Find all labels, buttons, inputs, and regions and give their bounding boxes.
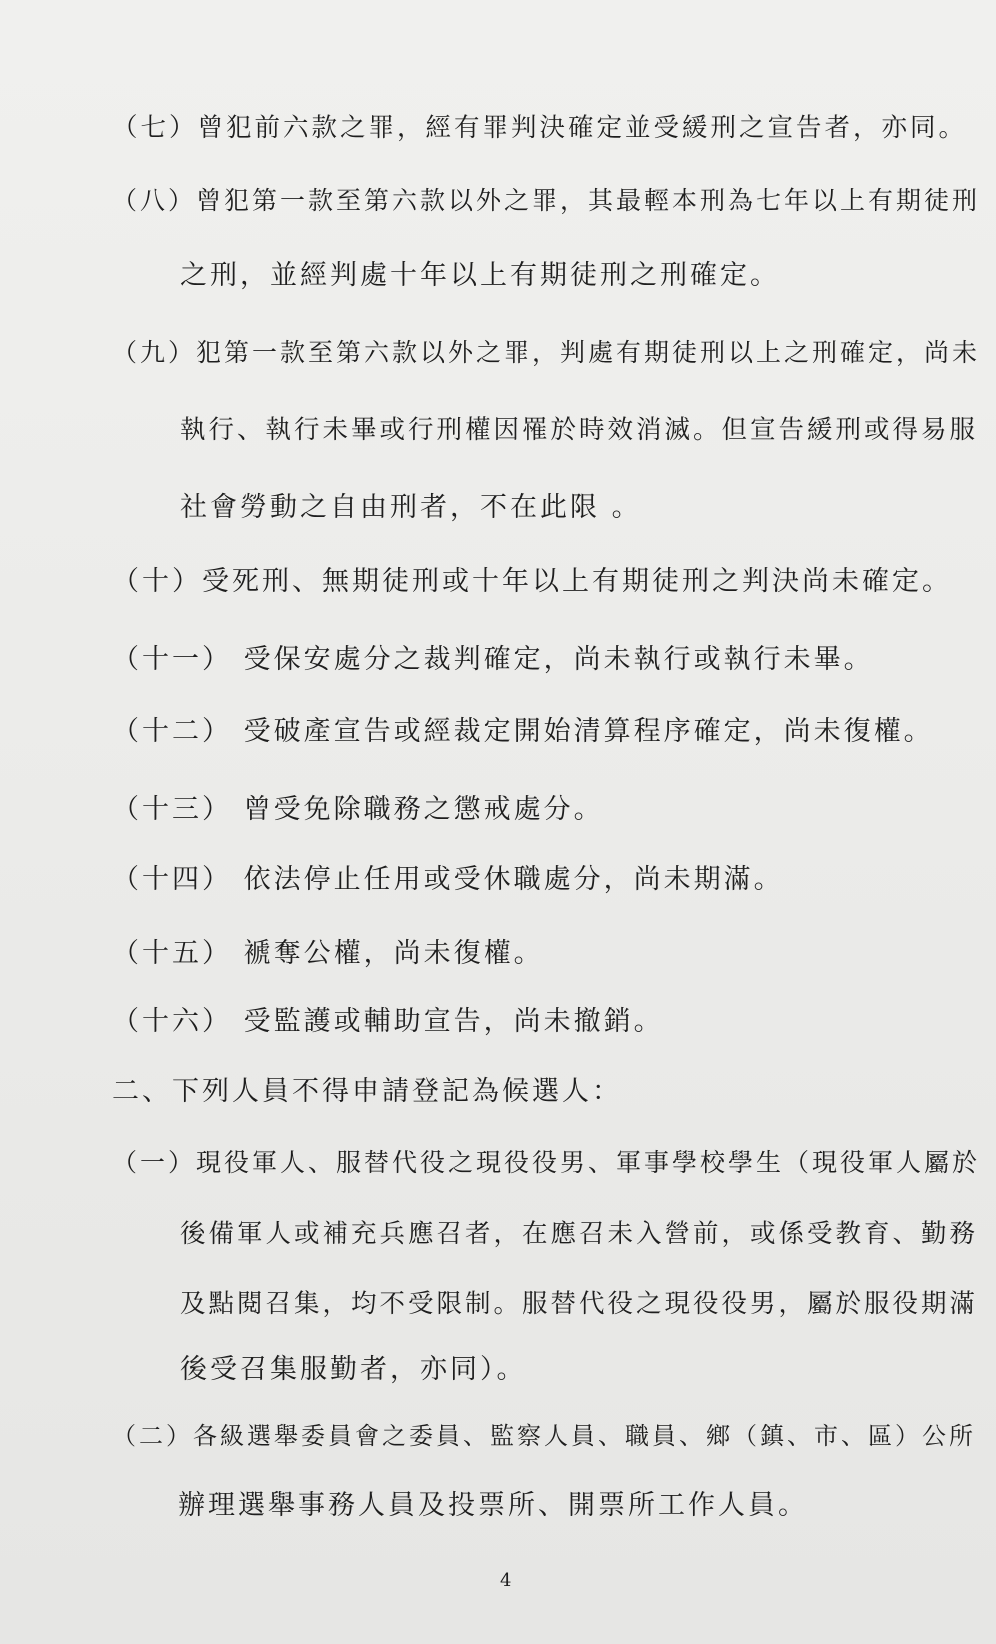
clause-9-continued-1: 執行、執行未畢或行刑權因罹於時效消滅。但宣告緩刑或得易服 <box>180 415 979 445</box>
clause-16: （十六） 受監護或輔助宣告，尚未撤銷。 <box>112 1006 664 1037</box>
clause-8: （八）曾犯第一款至第六款以外之罪，其最輕本刑為七年以上有期徒刑 <box>112 186 981 215</box>
section-2-clause-2: （二）各級選舉委員會之委員、監察人員、職員、鄉（鎮、市、區）公所 <box>112 1422 976 1450</box>
clause-12: （十二） 受破產宣告或經裁定開始清算程序確定，尚未復權。 <box>112 716 934 747</box>
clause-10: （十）受死刑、無期徒刑或十年以上有期徒刑之判決尚未確定。 <box>112 566 952 597</box>
section-2-heading: 二、下列人員不得申請登記為候選人： <box>112 1076 622 1107</box>
page-number: 4 <box>500 1570 512 1591</box>
clause-9-continued-2: 社會勞動之自由刑者，不在此限 。 <box>180 492 642 523</box>
section-2-clause-1-continued-3: 後受召集服勤者，亦同）。 <box>180 1354 527 1385</box>
section-2-clause-1-continued-2: 及點閱召集，均不受限制。服替代役之現役役男，屬於服役期滿 <box>180 1289 979 1319</box>
clause-7: （七）曾犯前六款之罪，經有罪判決確定並受緩刑之宣告者，亦同。 <box>112 113 968 143</box>
clause-11: （十一） 受保安處分之裁判確定，尚未執行或執行未畢。 <box>112 644 874 675</box>
clause-15: （十五） 褫奪公權，尚未復權。 <box>112 938 544 969</box>
clause-13: （十三） 曾受免除職務之懲戒處分。 <box>112 794 604 825</box>
section-2-clause-1: （一）現役軍人、服替代役之現役役男、軍事學校學生（現役軍人屬於 <box>112 1148 981 1177</box>
section-2-clause-2-continued: 辦理選舉事務人員及投票所、開票所工作人員。 <box>178 1490 808 1521</box>
clause-9: （九）犯第一款至第六款以外之罪，判處有期徒刑以上之刑確定，尚未 <box>112 338 981 367</box>
clause-14: （十四） 依法停止任用或受休職處分，尚未期滿。 <box>112 864 784 895</box>
section-2-clause-1-continued-1: 後備軍人或補充兵應召者，在應召未入營前，或係受教育、勤務 <box>180 1219 979 1249</box>
clause-8-continued: 之刑，並經判處十年以上有期徒刑之刑確定。 <box>180 260 780 291</box>
